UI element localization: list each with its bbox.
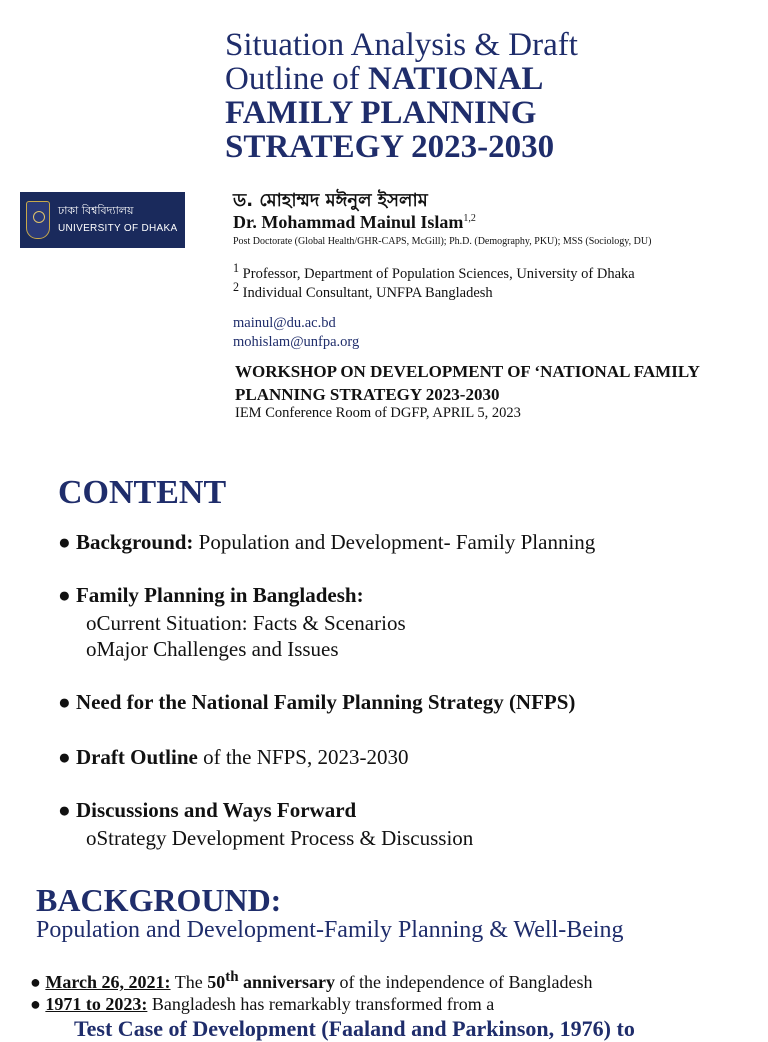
sub-bullet-icon: o xyxy=(86,637,97,661)
sub-item-text: Major Challenges and Issues xyxy=(96,637,339,661)
bullet-icon: ● xyxy=(58,530,71,554)
content-item-bold: Family Planning in Bangladesh: xyxy=(75,583,364,607)
sub-item-strategy-process xyxy=(86,826,473,851)
background-heading: BACKGROUND: xyxy=(36,882,282,918)
author-name-bangla: ড. মোহাম্মদ মঈনুল ইসলাম xyxy=(233,190,428,211)
content-item-background xyxy=(58,530,595,555)
email-unfpa-link[interactable]: mohislam@unfpa.org xyxy=(233,334,360,350)
background-point-anniversary xyxy=(30,969,593,993)
point-date: March 26, 2021: xyxy=(45,972,171,992)
sub-bullet-icon: o xyxy=(86,826,97,850)
logo-english-name: UNIVERSITY OF DHAKA xyxy=(58,223,178,234)
point-rest: Bangladesh has remarkably transformed from a xyxy=(147,994,495,1014)
background-point-continuation: Test Case of Development (Faaland and Parkinson, 1976) to xyxy=(74,1016,635,1041)
title-line-1: Situation Analysis & Draft xyxy=(225,27,578,63)
workshop-title: WORKSHOP ON DEVELOPMENT OF ‘NATIONAL FAMILY PLANNING STRATEGY 2023-2030 xyxy=(235,362,700,404)
content-item-text: of the NFPS, 2023-2030 xyxy=(197,745,409,769)
point-date: 1971 to 2023: xyxy=(45,994,148,1014)
content-item-bold: Need for the National Family Planning Strategy (NFPS) xyxy=(75,690,576,714)
point-bold: anniversary xyxy=(238,972,336,992)
title-line-3: FAMILY PLANNING xyxy=(225,95,537,131)
author-superscript: 1,2 xyxy=(463,213,476,224)
background-subheading: Population and Development-Family Planning & Well-Being xyxy=(36,917,624,943)
affiliation-1 xyxy=(233,261,635,283)
title-line-4: STRATEGY 2023-2030 xyxy=(225,129,555,165)
sub-bullet-icon: o xyxy=(86,611,97,635)
bullet-icon: ● xyxy=(58,583,71,607)
affiliation-2-mark: 2 xyxy=(233,280,240,295)
bullet-icon: ● xyxy=(30,972,41,992)
affiliation-2 xyxy=(233,280,493,302)
logo-bangla-name: ঢাকা বিশ্ববিদ্যালয় xyxy=(58,204,134,217)
bullet-icon: ● xyxy=(58,798,71,822)
bullet-icon: ● xyxy=(58,690,71,714)
content-item-discussions xyxy=(58,798,356,823)
content-item-text: Population and Development- Family Planning xyxy=(193,530,596,554)
affiliation-1-mark: 1 xyxy=(233,261,240,276)
content-item-family-planning xyxy=(58,583,364,608)
sub-item-text: Current Situation: Facts & Scenarios xyxy=(96,611,406,635)
university-crest-icon xyxy=(26,201,50,239)
affiliation-2-text: Individual Consultant, UNFPA Bangladesh xyxy=(239,285,493,301)
point-rest: of the independence of Bangladesh xyxy=(335,972,593,992)
sub-item-current-situation xyxy=(86,611,406,636)
content-item-nfps-need xyxy=(58,690,575,715)
background-point-transformation xyxy=(30,994,494,1015)
bullet-icon: ● xyxy=(58,745,71,769)
bullet-icon: ● xyxy=(30,994,41,1014)
sub-item-text: Strategy Development Process & Discussion xyxy=(96,826,474,850)
title-line-2-bold: NATIONAL xyxy=(367,61,544,97)
content-item-bold: Discussions and Ways Forward xyxy=(75,798,357,822)
affiliation-1-text: Professor, Department of Population Sciences, University of Dhaka xyxy=(239,266,635,282)
title-line-2 xyxy=(225,62,745,96)
logo-text xyxy=(58,202,177,238)
author-credentials: Post Doctorate (Global Health/GHR-CAPS, McGill); Ph.D. (Demography, PKU); MSS (Sociology, DU) xyxy=(233,236,652,247)
point-superscript: th xyxy=(225,969,239,985)
author-name-english xyxy=(233,212,476,233)
presentation-title xyxy=(225,28,745,164)
point-number: 50 xyxy=(207,972,226,992)
university-logo xyxy=(20,192,185,248)
content-item-draft-outline xyxy=(58,745,408,770)
content-heading: CONTENT xyxy=(58,474,227,511)
workshop-venue: IEM Conference Room of DGFP, APRIL 5, 2023 xyxy=(235,405,521,421)
point-text: The xyxy=(170,972,208,992)
content-item-bold: Draft Outline xyxy=(75,745,198,769)
sub-item-challenges xyxy=(86,637,339,662)
title-line-2-regular: Outline of xyxy=(225,61,368,97)
content-item-bold: Background: xyxy=(75,530,194,554)
email-du-link[interactable]: mainul@du.ac.bd xyxy=(233,315,336,331)
author-name: Dr. Mohammad Mainul Islam xyxy=(233,212,464,232)
